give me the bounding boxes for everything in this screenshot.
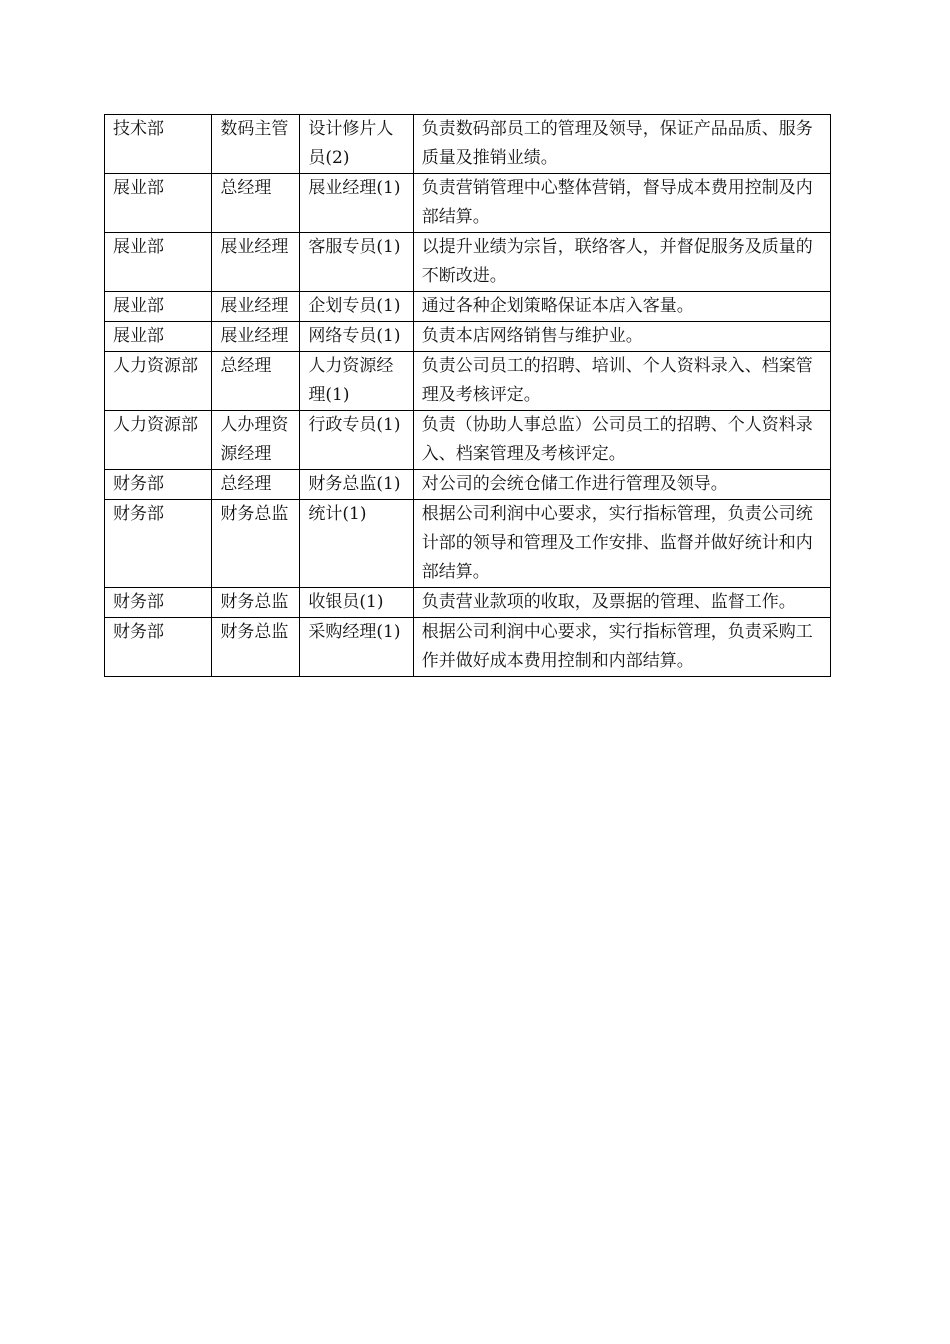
supervisor-cell: 展业经理 [212,233,300,292]
table-row [105,233,831,292]
supervisor-cell: 财务总监 [212,588,300,618]
table-row [105,292,831,322]
duties-cell: 根据公司利润中心要求，实行指标管理，负责采购工作并做好成本费用控制和内部结算。 [413,618,830,677]
table-row [105,618,831,677]
department-cell: 财务部 [105,618,212,677]
position-cell: 设计修片人员(2) [300,115,413,174]
supervisor-cell: 人办理资源经理 [212,411,300,470]
supervisor-cell: 总经理 [212,174,300,233]
duties-cell: 对公司的会统仓储工作进行管理及领导。 [413,470,830,500]
supervisor-cell: 展业经理 [212,292,300,322]
duties-cell: 以提升业绩为宗旨，联络客人，并督促服务及质量的不断改进。 [413,233,830,292]
table-row [105,500,831,588]
supervisor-cell: 数码主管 [212,115,300,174]
supervisor-cell: 财务总监 [212,500,300,588]
job-duties-table [104,114,831,677]
duties-cell: 负责数码部员工的管理及领导，保证产品品质、服务质量及推销业绩。 [413,115,830,174]
department-cell: 财务部 [105,470,212,500]
duties-cell: 根据公司利润中心要求，实行指标管理，负责公司统计部的领导和管理及工作安排、监督并做好统计和内部结算。 [413,500,830,588]
position-cell: 网络专员(1) [300,322,413,352]
supervisor-cell: 总经理 [212,352,300,411]
department-cell: 展业部 [105,292,212,322]
department-cell: 财务部 [105,500,212,588]
position-cell: 客服专员(1) [300,233,413,292]
position-cell: 企划专员(1) [300,292,413,322]
supervisor-cell: 总经理 [212,470,300,500]
department-cell: 展业部 [105,174,212,233]
department-cell: 展业部 [105,233,212,292]
department-cell: 人力资源部 [105,352,212,411]
supervisor-cell: 展业经理 [212,322,300,352]
table-row [105,411,831,470]
position-cell: 采购经理(1) [300,618,413,677]
position-cell: 收银员(1) [300,588,413,618]
supervisor-cell: 财务总监 [212,618,300,677]
table-row [105,470,831,500]
department-cell: 人力资源部 [105,411,212,470]
table-row [105,174,831,233]
position-cell: 统计(1) [300,500,413,588]
duties-cell: 负责公司员工的招聘、培训、个人资料录入、档案管理及考核评定。 [413,352,830,411]
position-cell: 财务总监(1) [300,470,413,500]
duties-cell: 负责（协助人事总监）公司员工的招聘、个人资料录入、档案管理及考核评定。 [413,411,830,470]
duties-cell: 负责营销管理中心整体营销，督导成本费用控制及内部结算。 [413,174,830,233]
duties-cell: 负责本店网络销售与维护业。 [413,322,830,352]
position-cell: 人力资源经理(1) [300,352,413,411]
duties-cell: 通过各种企划策略保证本店入客量。 [413,292,830,322]
table-body [105,115,831,677]
department-cell: 技术部 [105,115,212,174]
duties-cell: 负责营业款项的收取，及票据的管理、监督工作。 [413,588,830,618]
department-cell: 财务部 [105,588,212,618]
position-cell: 展业经理(1) [300,174,413,233]
department-cell: 展业部 [105,322,212,352]
table-row [105,588,831,618]
position-cell: 行政专员(1) [300,411,413,470]
table-row [105,352,831,411]
table-row [105,322,831,352]
table-row [105,115,831,174]
